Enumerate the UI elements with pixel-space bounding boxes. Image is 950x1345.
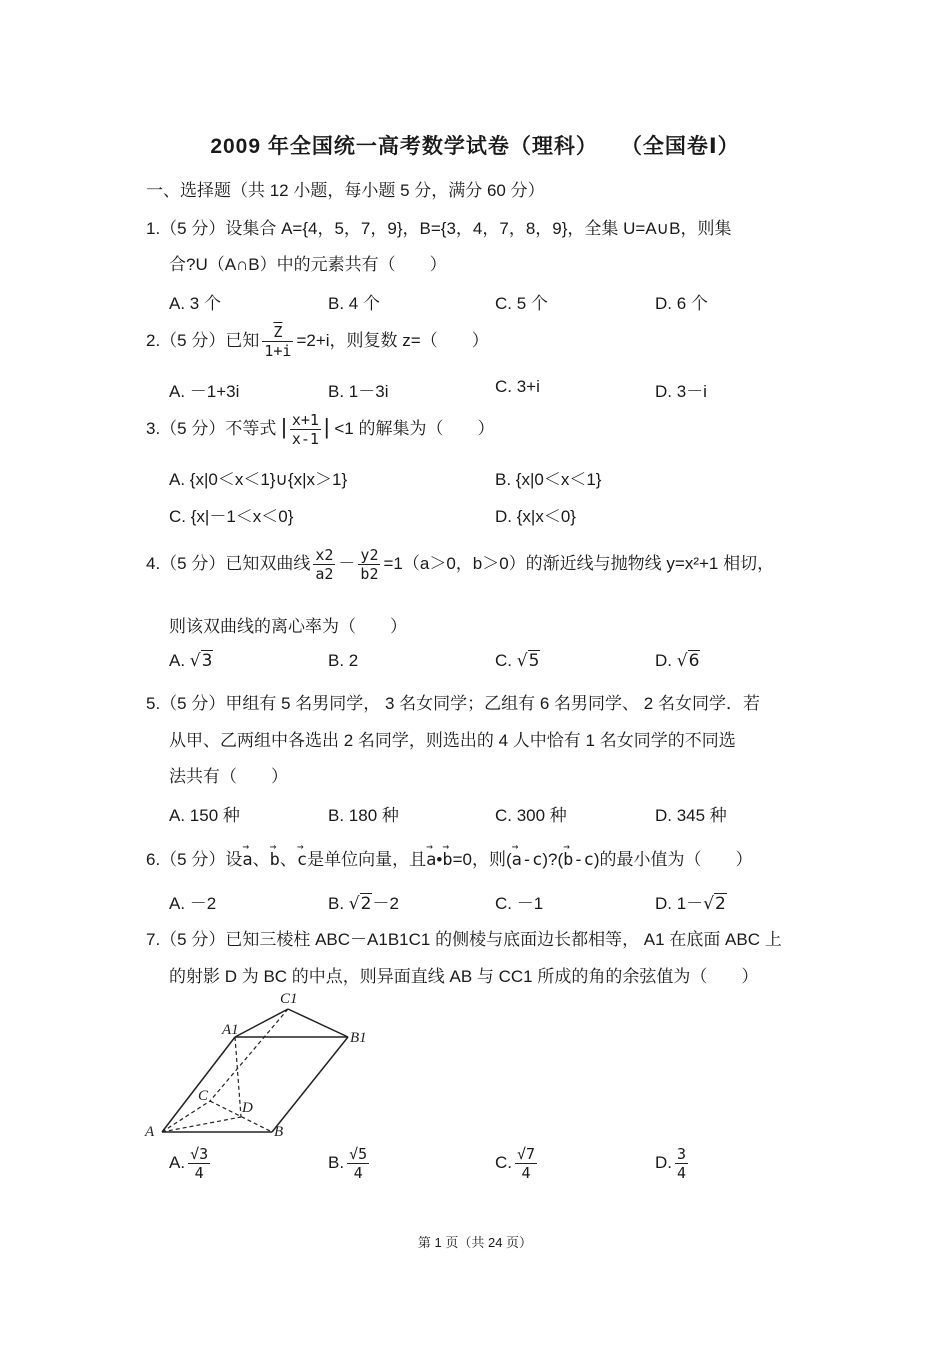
- q2-suffix: =2+i，则复数 z=（ ）: [296, 331, 489, 350]
- q7-option-c: C. $\frac{√7}{4}$: [495, 1145, 536, 1183]
- q7-fraction-c: $\frac{√7}{4}$: [517, 1145, 536, 1183]
- q4-option-d: D. √6: [655, 651, 700, 671]
- q2-fraction: [262, 323, 293, 360]
- q7-option-d: D. $\frac{3}{4}$: [655, 1145, 687, 1183]
- edge-a1-c1: [235, 1009, 288, 1037]
- q1-option-c: C. 5 个: [495, 294, 548, 313]
- q3-denominator: x-1: [291, 430, 319, 449]
- q6-prefix: 6.（5 分）设: [146, 850, 243, 869]
- q4-option-c: C. √5: [495, 651, 540, 671]
- q4-suffix: =1（a＞0，b＞0）的渐近线与抛物线 y=x²+1 相切，: [383, 554, 775, 573]
- label-b: B: [274, 1124, 284, 1140]
- q7-fraction-b: $\frac{√5}{4}$: [349, 1145, 368, 1183]
- q6-option-a: A. －2: [169, 894, 217, 913]
- q2-option-b: B. 1－3i: [328, 382, 389, 401]
- q4-fraction-y-num: y2: [360, 546, 379, 565]
- q2-option-a: A. －1+3i: [169, 382, 240, 401]
- q5-option-b: B. 180 种: [328, 806, 399, 825]
- question-5-line-1: 5.（5 分）甲组有 5 名男同学， 3 名女同学；乙组有 6 名男同学、 2 名女同学．若: [146, 694, 760, 713]
- q3-option-b: B. {x|0＜x＜1}: [495, 470, 602, 489]
- edge-a1-d: [235, 1037, 241, 1117]
- vector-a-minus-c: → a-c: [512, 850, 543, 870]
- q4-fraction-x: [313, 546, 335, 583]
- q5-option-d: D. 345 种: [655, 806, 727, 825]
- question-1-line-2: 合?U（A∩B）中的元素共有（ ）: [169, 255, 447, 274]
- label-a: A: [145, 1124, 155, 1140]
- question-6: 6.（5 分）设→ a、→ b、→ c是单位向量，且→ a•→ b=0，则(→ a-c)?(→ b-c)的最小值为（ ）: [146, 845, 753, 870]
- question-3: [146, 408, 494, 448]
- q5-option-a: A. 150 种: [169, 806, 240, 825]
- section-heading: 一、选择题（共 12 小题，每小题 5 分，满分 60 分）: [146, 181, 545, 200]
- q4-option-b: B. 2: [328, 651, 359, 670]
- sqrt-3: √3: [189, 651, 213, 671]
- q4-option-a: A. √3: [169, 651, 213, 671]
- question-5-line-2: 从甲、乙两组中各选出 2 名同学，则选出的 4 人中恰有 1 名女同学的不同选: [169, 731, 736, 750]
- q3-option-c: C. {x|－1＜x＜0}: [169, 507, 294, 526]
- q3-numerator: x+1: [291, 411, 319, 430]
- label-c1: C1: [280, 991, 298, 1007]
- q6-suffix: 的最小值为（ ）: [599, 850, 753, 869]
- question-1-line-1: 1.（5 分）设集合 A={4，5，7，9}，B={3，4，7，8，9}，全集 U=A∪B，则集: [146, 219, 732, 238]
- q5-option-c: C. 300 种: [495, 806, 567, 825]
- label-c: C: [198, 1088, 209, 1104]
- question-2: [146, 322, 489, 360]
- question-5-line-3: 法共有（ ）: [169, 767, 288, 786]
- q2-option-d: D. 3－i: [655, 382, 707, 401]
- vector-a: → a: [242, 850, 252, 870]
- sqrt-2-d: √2: [703, 894, 726, 914]
- sqrt-6: √6: [676, 651, 700, 671]
- q3-prefix: 3.（5 分）不等式: [146, 419, 277, 438]
- vector-c: → c: [297, 850, 307, 870]
- label-d: D: [242, 1100, 253, 1116]
- vector-a-dot: → a: [426, 850, 436, 870]
- label-a1: A1: [222, 1022, 239, 1038]
- q2-denominator: 1+i: [264, 342, 292, 361]
- q6-option-d: D. 1－√2: [655, 894, 726, 914]
- q2-numerator: $\overline{Z}$: [262, 323, 293, 342]
- sqrt-2: √2: [348, 894, 372, 914]
- q4-fraction-x-den: a2: [315, 565, 334, 584]
- prism-figure: [140, 990, 380, 1140]
- q4-fraction-y: [358, 546, 380, 583]
- page-title: 2009 年全国统一高考数学试卷（理科） （全国卷Ⅰ）: [210, 135, 740, 158]
- q4-fraction-x-num: x2: [315, 546, 334, 565]
- question-4-line-2: 则该双曲线的离心率为（ ）: [169, 617, 407, 636]
- vector-b: → b: [270, 850, 280, 870]
- q7-fraction-a: $\frac{√3}{4}$: [190, 1145, 209, 1183]
- q7-option-b: B. $\frac{√5}{4}$: [328, 1145, 368, 1183]
- label-b1: B1: [350, 1030, 367, 1046]
- q7-fraction-d: $\frac{3}{4}$: [677, 1145, 687, 1183]
- edge-b1-b: [272, 1037, 348, 1132]
- vector-b-minus-c: → b-c: [563, 850, 594, 870]
- q3-option-a: A. {x|0＜x＜1}∪{x|x＞1}: [169, 470, 348, 489]
- q3-suffix: <1 的解集为（ ）: [334, 419, 495, 438]
- q4-fraction-y-den: b2: [360, 565, 379, 584]
- q2-option-c: C. 3+i: [495, 377, 540, 396]
- sqrt-5: √5: [516, 651, 540, 671]
- question-7-line-2: 的射影 D 为 BC 的中点，则异面直线 AB 与 CC1 所成的角的余弦值为（ ）: [169, 967, 759, 986]
- q6-mid-2: =0，则: [452, 850, 506, 869]
- q6-option-c: C. －1: [495, 894, 544, 913]
- edge-c1-b1: [288, 1009, 348, 1037]
- q2-prefix: 2.（5 分）已知: [146, 331, 260, 350]
- q1-option-a: A. 3 个: [169, 294, 221, 313]
- q7-option-a: A. $\frac{√3}{4}$: [169, 1145, 209, 1183]
- q1-option-d: D. 6 个: [655, 294, 708, 313]
- q3-option-d: D. {x|x＜0}: [495, 507, 576, 526]
- q6-option-b: B. √2－2: [328, 894, 399, 914]
- q3-abs-right: |: [323, 414, 330, 439]
- question-4: 4.（5 分）已知双曲线 $\frac{x2}{a2}$ － $\frac{y2}{b2}$ =1（a＞0，b＞0）的渐近线与抛物线 y=x²+1 相切，: [146, 546, 775, 584]
- page-footer: 第 1 页（共 24 页）: [417, 1235, 533, 1250]
- q6-mid-1: 是单位向量，且: [307, 850, 427, 869]
- question-7-line-1: 7.（5 分）已知三棱柱 ABC－A1B1C1 的侧棱与底面边长都相等， A1 在底面 ABC 上: [146, 930, 782, 949]
- q4-prefix: 4.（5 分）已知双曲线: [146, 554, 311, 573]
- vector-b-dot: → b: [442, 850, 452, 870]
- q3-fraction: [290, 411, 321, 448]
- q1-option-b: B. 4 个: [328, 294, 380, 313]
- q3-abs-left: |: [281, 414, 287, 439]
